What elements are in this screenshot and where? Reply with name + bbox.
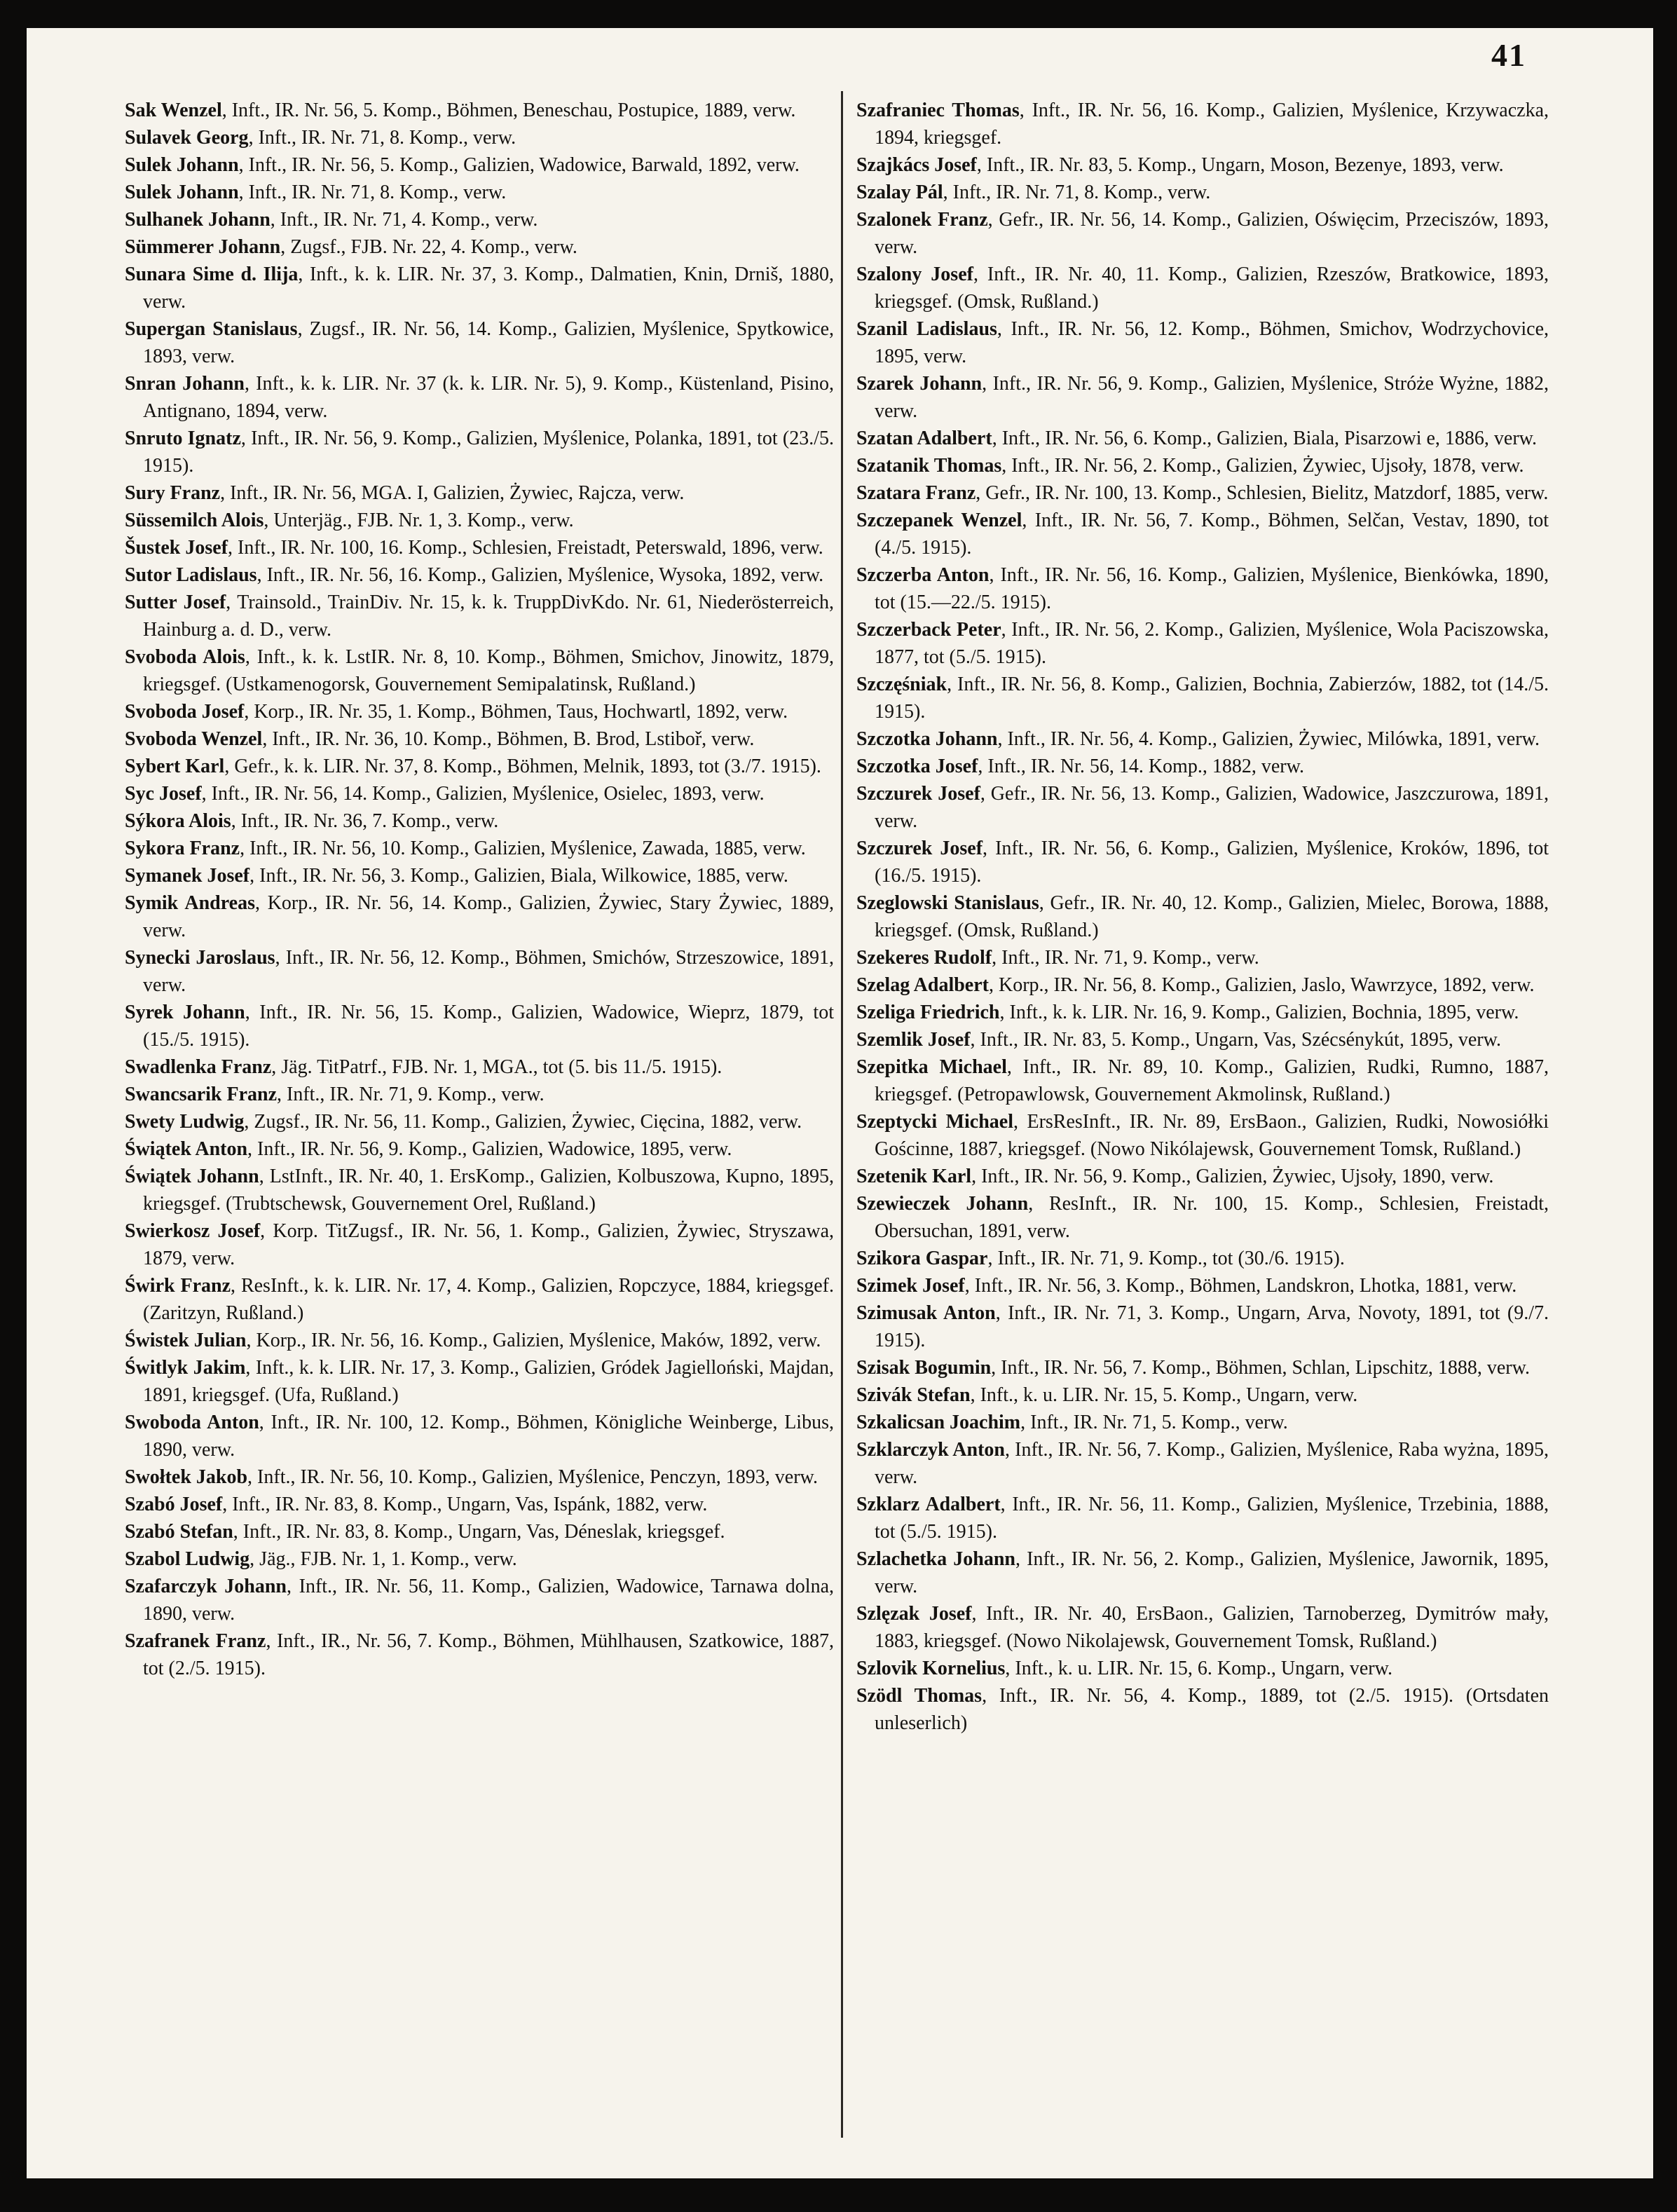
casualty-entry [125, 1135, 834, 1163]
entry-name: Sümmerer Johann [125, 236, 281, 258]
entry-name: Szatara Franz [856, 482, 976, 504]
entry-name: Szewieczek Johann [856, 1193, 1029, 1215]
entry-details: , Trainsold., TrainDiv. Nr. 15, k. k. TruppDivKdo. Nr. 61, Niederösterreich, Hainburg a. d. D., verw. [143, 592, 834, 641]
entry-details: , Inft., k. k. LIR. Nr. 17, 3. Komp., Galizien, Gródek Jagielloński, Majdan, 1891, kriegsgef. (Ufa, Rußland.) [143, 1357, 834, 1406]
casualty-entry [125, 1272, 834, 1327]
casualty-entry [856, 780, 1549, 835]
entry-details: , LstInft., IR. Nr. 40, 1. ErsKomp., Galizien, Kolbuszowa, Kupno, 1895, kriegsgef. (Trubtschewsk, Gouvernement Orel, Rußland.) [143, 1166, 834, 1215]
entry-name: Sutter Josef [125, 592, 226, 613]
casualty-entry [125, 780, 834, 807]
entry-details: , Gefr., IR. Nr. 56, 13. Komp., Galizien, Wadowice, Jaszczurowa, 1891, verw. [875, 783, 1549, 832]
entry-details: , Inft., IR. Nr. 56, 4. Komp., Galizien, Żywiec, Milówka, 1891, verw. [997, 728, 1540, 750]
entry-name: Szimek Josef [856, 1275, 965, 1297]
casualty-entry [856, 1600, 1549, 1655]
entry-name: Swancsarik Franz [125, 1084, 277, 1105]
casualty-entry [856, 1163, 1549, 1190]
entry-details: , Inft., k. u. LIR. Nr. 15, 5. Komp., Ungarn, verw. [970, 1384, 1358, 1406]
entry-details: , Inft., IR. Nr. 83, 8. Komp., Ungarn, Vas, Ispánk, 1882, verw. [222, 1494, 708, 1515]
casualty-entry [125, 479, 834, 507]
entry-name: Szklarz Adalbert [856, 1494, 1001, 1515]
casualty-entry [856, 561, 1549, 616]
entry-name: Szödl Thomas [856, 1685, 983, 1707]
casualty-entry [125, 1573, 834, 1627]
entry-name: Szekeres Rudolf [856, 947, 992, 969]
entry-name: Świątek Anton [125, 1138, 248, 1160]
entry-details: , Zugsf., IR. Nr. 56, 14. Komp., Galizien, Myślenice, Spytkowice, 1893, verw. [143, 318, 834, 367]
casualty-entry [125, 315, 834, 370]
casualty-entry [125, 1327, 834, 1354]
left-column [125, 97, 834, 1682]
casualty-entry [856, 1026, 1549, 1053]
entry-name: Svoboda Josef [125, 701, 245, 723]
entry-details: , Inft., IR. Nr. 56, 5. Komp., Galizien, Wadowice, Barwald, 1892, verw. [238, 154, 800, 176]
casualty-entry [856, 151, 1549, 179]
casualty-entry [856, 753, 1549, 780]
entry-details: , Inft., IR. Nr. 71, 8. Komp., verw. [248, 127, 516, 149]
casualty-entry [125, 862, 834, 889]
entry-details: , Inft., IR. Nr. 100, 16. Komp., Schlesien, Freistadt, Peterswald, 1896, verw. [228, 537, 823, 559]
entry-name: Szanil Ladislaus [856, 318, 997, 340]
entry-details: , Inft., IR. Nr. 36, 7. Komp., verw. [231, 810, 499, 832]
scan-border-bottom [0, 2178, 1677, 2212]
casualty-entry [125, 1163, 834, 1217]
entry-name: Szetenik Karl [856, 1166, 972, 1187]
casualty-entry [125, 698, 834, 725]
entry-name: Szlęzak Josef [856, 1603, 972, 1625]
casualty-entry [125, 1627, 834, 1682]
entry-details: , Unterjäg., FJB. Nr. 1, 3. Komp., verw. [263, 510, 574, 531]
entry-name: Sulavek Georg [125, 127, 249, 149]
entry-name: Sýkora Alois [125, 810, 231, 832]
entry-name: Szafranek Franz [125, 1630, 266, 1652]
entry-name: Szikora Gaspar [856, 1248, 988, 1269]
casualty-entry [125, 534, 834, 561]
entry-name: Synecki Jaroslaus [125, 947, 275, 969]
entry-details: , Inft., IR. Nr. 56, 4. Komp., 1889, tot (2./5. 1915). (Ortsdaten unleserlich) [875, 1685, 1549, 1734]
entry-name: Sulek Johann [125, 182, 239, 203]
entry-name: Szczotka Johann [856, 728, 998, 750]
entry-details: , Inft., IR. Nr. 56, 3. Komp., Böhmen, Landskron, Lhotka, 1881, verw. [964, 1275, 1517, 1297]
entry-details: , Inft., IR. Nr. 100, 12. Komp., Böhmen, Königliche Weinberge, Libus, 1890, verw. [143, 1412, 834, 1461]
entry-details: , Inft., k. k. LIR. Nr. 37 (k. k. LIR. Nr. 5), 9. Komp., Küstenland, Pisino, Antignano, 1894, verw. [143, 373, 834, 422]
casualty-entry [125, 643, 834, 698]
entry-name: Szkalicsan Joachim [856, 1412, 1021, 1433]
casualty-entry [856, 835, 1549, 889]
entry-name: Szafraniec Thomas [856, 100, 1020, 121]
entry-name: Snran Johann [125, 373, 245, 395]
entry-details: , Korp. TitZugsf., IR. Nr. 56, 1. Komp., Galizien, Żywiec, Stryszawa, 1879, verw. [143, 1220, 834, 1269]
entry-details: , Inft., IR. Nr. 56, 3. Komp., Galizien, Biala, Wilkowice, 1885, verw. [249, 865, 788, 887]
entry-details: , Inft., k. k. LIR. Nr. 37, 3. Komp., Dalmatien, Knin, Drniš, 1880, verw. [143, 264, 834, 313]
entry-name: Svoboda Alois [125, 646, 245, 668]
entry-name: Szabó Josef [125, 1494, 223, 1515]
entry-name: Szabol Ludwig [125, 1548, 250, 1570]
entry-name: Snruto Ignatz [125, 428, 241, 449]
entry-name: Swierkosz Josef [125, 1220, 261, 1242]
casualty-entry [856, 452, 1549, 479]
casualty-entry [125, 589, 834, 643]
entry-name: Swadlenka Franz [125, 1056, 272, 1078]
casualty-entry [125, 1108, 834, 1135]
entry-name: Szczerback Peter [856, 619, 1001, 641]
entry-details: , ResInft., k. k. LIR. Nr. 17, 4. Komp., Galizien, Ropczyce, 1884, kriegsgef. (Zaritzyn, Rußland.) [143, 1275, 834, 1324]
entry-name: Szczęśniak [856, 674, 947, 695]
casualty-entry [856, 671, 1549, 725]
casualty-entry [856, 971, 1549, 999]
casualty-entry [125, 261, 834, 315]
entry-details: , Inft., IR. Nr. 56, 6. Komp., Galizien, Biala, Pisarzowi e, 1886, verw. [992, 428, 1538, 449]
entry-name: Süssemilch Alois [125, 510, 264, 531]
casualty-entry [125, 1518, 834, 1545]
scan-border-top [0, 0, 1677, 28]
casualty-entry [125, 944, 834, 999]
casualty-entry [125, 1409, 834, 1463]
right-column [856, 97, 1549, 1737]
entry-details: , Inft., IR. Nr. 71, 3. Komp., Ungarn, Arva, Novoty, 1891, tot (9./7. 1915). [875, 1302, 1549, 1351]
casualty-entry [856, 616, 1549, 671]
entry-details: , Inft., IR. Nr. 56, 5. Komp., Böhmen, Beneschau, Postupice, 1889, verw. [221, 100, 796, 121]
entry-details: , Jäg., FJB. Nr. 1, 1. Komp., verw. [249, 1548, 517, 1570]
entry-details: , Inft., IR. Nr. 56, 14. Komp., 1882, verw. [978, 756, 1304, 777]
entry-details: , Inft., IR. Nr. 56, 16. Komp., Galizien, Myślenice, Bienkówka, 1890, tot (15.—22./5. 1915). [875, 564, 1549, 613]
casualty-entry [856, 1190, 1549, 1245]
entry-details: , Inft., IR. Nr. 56, 7. Komp., Böhmen, Selčan, Vestav, 1890, tot (4./5. 1915). [875, 510, 1549, 559]
casualty-entry [125, 1463, 834, 1491]
casualty-entry [125, 1545, 834, 1573]
entry-details: , Inft., IR. Nr. 56, 16. Komp., Galizien, Myślenice, Krzywaczka, 1894, kriegsgef. [875, 100, 1549, 149]
entry-name: Szelag Adalbert [856, 974, 989, 996]
entry-details: , Inft., IR. Nr. 56, 11. Komp., Galizien, Myślenice, Trzebinia, 1888, tot (5./5. 1915). [875, 1494, 1549, 1543]
entry-name: Szajkács Josef [856, 154, 977, 176]
entry-name: Sulhanek Johann [125, 209, 271, 231]
casualty-entry [856, 999, 1549, 1026]
entry-name: Szczotka Josef [856, 756, 978, 777]
entry-name: Sybert Karl [125, 756, 225, 777]
entry-details: , Inft., IR. Nr. 56, 9. Komp., Galizien, Myślenice, Polanka, 1891, tot (23./5. 1915). [143, 428, 834, 477]
entry-name: Symanek Josef [125, 865, 250, 887]
entry-name: Swoboda Anton [125, 1412, 259, 1433]
entry-name: Sak Wenzel [125, 100, 222, 121]
casualty-entry [856, 97, 1549, 151]
casualty-entry [856, 1299, 1549, 1354]
entry-name: Szalay Pál [856, 182, 943, 203]
entry-details: , Inft., IR. Nr. 71, 8. Komp., verw. [238, 182, 507, 203]
entry-name: Szabó Stefan [125, 1521, 233, 1543]
casualty-entry [856, 944, 1549, 971]
entry-details: , Inft., k. k. LstIR. Nr. 8, 10. Komp., Böhmen, Smichov, Jinowitz, 1879, kriegsgef. (Ustkamenogorsk, Gouvernement Semipalatinsk, Rußland.) [143, 646, 834, 695]
entry-details: , Inft., IR. Nr. 56, 2. Komp., Galizien, Myślenice, Jawornik, 1895, verw. [875, 1548, 1549, 1597]
entry-name: Syrek Johann [125, 1002, 245, 1023]
casualty-entry [125, 725, 834, 753]
entry-name: Šustek Josef [125, 537, 228, 559]
entry-details: , Inft., IR. Nr. 40, ErsBaon., Galizien, Tarnoberzeg, Dymitrów mały, 1883, kriegsgef. (Nowo Nikolajewsk, Gouvernement Tomsk, Rußland.) [875, 1603, 1549, 1652]
casualty-entry [856, 889, 1549, 944]
entry-details: , Korp., IR. Nr. 56, 16. Komp., Galizien, Myślenice, Maków, 1892, verw. [246, 1330, 821, 1351]
entry-details: , Inft., IR. Nr. 40, 11. Komp., Galizien, Rzeszów, Bratkowice, 1893, kriegsgef. (Omsk, Rußland.) [875, 264, 1549, 313]
entry-details: , Inft., IR., Nr. 56, 7. Komp., Böhmen, Mühlhausen, Szatkowice, 1887, tot (2./5. 1915). [143, 1630, 834, 1679]
entry-name: Szeptycki Michael [856, 1111, 1013, 1133]
entry-details: , Inft., IR. Nr. 56, 9. Komp., Galizien, Myślenice, Stróże Wyżne, 1882, verw. [875, 373, 1549, 422]
entry-details: , Korp., IR. Nr. 56, 8. Komp., Galizien, Jaslo, Wawrzyce, 1892, verw. [989, 974, 1535, 996]
entry-name: Świrk Franz [125, 1275, 231, 1297]
entry-name: Sykora Franz [125, 838, 240, 859]
casualty-entry [856, 1545, 1549, 1600]
entry-name: Szarek Johann [856, 373, 983, 395]
entry-details: , Korp., IR. Nr. 56, 14. Komp., Galizien, Żywiec, Stary Żywiec, 1889, verw. [143, 892, 834, 941]
entry-name: Szlovik Kornelius [856, 1658, 1006, 1679]
casualty-entry [125, 1217, 834, 1272]
entry-name: Szeglowski Stanislaus [856, 892, 1039, 914]
casualty-entry [856, 1108, 1549, 1163]
entry-name: Świtlyk Jakim [125, 1357, 246, 1379]
casualty-entry [125, 1081, 834, 1108]
casualty-entry [856, 1682, 1549, 1737]
casualty-entry [856, 1053, 1549, 1108]
entry-name: Szepitka Michael [856, 1056, 1007, 1078]
casualty-entry [125, 561, 834, 589]
entry-name: Świątek Johann [125, 1166, 259, 1187]
entry-name: Szisak Bogumin [856, 1357, 992, 1379]
entry-details: , Gefr., IR. Nr. 40, 12. Komp., Galizien, Mielec, Borowa, 1888, kriegsgef. (Omsk, Rußland.) [875, 892, 1549, 941]
entry-details: , Inft., k. k. LIR. Nr. 16, 9. Komp., Galizien, Bochnia, 1895, verw. [999, 1002, 1519, 1023]
entry-details: , Inft., IR. Nr. 56, 6. Komp., Galizien, Myślenice, Kroków, 1896, tot (16./5. 1915). [875, 838, 1549, 887]
entry-details: , Inft., IR. Nr. 56, 8. Komp., Galizien, Bochnia, Zabierzów, 1882, tot (14./5. 1915). [875, 674, 1549, 723]
casualty-entry [856, 1436, 1549, 1491]
page-number: 41 [1491, 37, 1526, 73]
entry-name: Szemlik Josef [856, 1029, 971, 1051]
casualty-entry [125, 206, 834, 233]
entry-name: Syc Josef [125, 783, 202, 805]
entry-details: , Inft., IR. Nr. 71, 9. Komp., verw. [992, 947, 1259, 969]
casualty-entry [125, 233, 834, 261]
entry-details: , Zugsf., IR. Nr. 56, 11. Komp., Galizien, Żywiec, Cięcina, 1882, verw. [244, 1111, 802, 1133]
entry-name: Szafarczyk Johann [125, 1576, 287, 1597]
casualty-entry [125, 1491, 834, 1518]
casualty-entry [125, 835, 834, 862]
entry-details: , Inft., IR. Nr. 56, 2. Komp., Galizien, Żywiec, Ujsoły, 1878, verw. [1001, 455, 1524, 477]
casualty-entry [856, 507, 1549, 561]
casualty-entry [856, 1245, 1549, 1272]
casualty-entry [856, 1272, 1549, 1299]
casualty-entry [856, 425, 1549, 452]
entry-details: , Jäg. TitPatrf., FJB. Nr. 1, MGA., tot (5. bis 11./5. 1915). [271, 1056, 723, 1078]
entry-details: , Korp., IR. Nr. 35, 1. Komp., Böhmen, Taus, Hochwartl, 1892, verw. [244, 701, 788, 723]
entry-details: , Inft., k. u. LIR. Nr. 15, 6. Komp., Ungarn, verw. [1005, 1658, 1393, 1679]
entry-name: Supergan Stanislaus [125, 318, 298, 340]
entry-name: Szczerba Anton [856, 564, 990, 586]
casualty-entry [125, 999, 834, 1053]
entry-details: , Inft., IR. Nr. 56, MGA. I, Galizien, Żywiec, Rajcza, verw. [220, 482, 685, 504]
casualty-entry [125, 97, 834, 124]
casualty-entry [856, 479, 1549, 507]
casualty-entry [125, 1053, 834, 1081]
entry-name: Sulek Johann [125, 154, 239, 176]
casualty-entry [125, 124, 834, 151]
scan-border-left [0, 0, 27, 2212]
entry-details: , Inft., IR. Nr. 56, 10. Komp., Galizien, Myślenice, Penczyn, 1893, verw. [247, 1466, 818, 1488]
entry-details: , Inft., IR. Nr. 36, 10. Komp., Böhmen, B. Brod, Lstiboř, verw. [262, 728, 755, 750]
entry-details: , Inft., IR. Nr. 83, 5. Komp., Ungarn, Vas, Szécsénykút, 1895, verw. [970, 1029, 1501, 1051]
entry-details: , Inft., IR. Nr. 71, 8. Komp., verw. [943, 182, 1211, 203]
entry-details: , Inft., IR. Nr. 71, 9. Komp., tot (30./6. 1915). [987, 1248, 1345, 1269]
casualty-entry [125, 151, 834, 179]
entry-details: , Inft., IR. Nr. 83, 8. Komp., Ungarn, Vas, Déneslak, kriegsgef. [233, 1521, 725, 1543]
casualty-entry [125, 889, 834, 944]
casualty-entry [125, 425, 834, 479]
entry-details: , Inft., IR. Nr. 56, 9. Komp., Galizien, Wadowice, 1895, verw. [247, 1138, 732, 1160]
entry-details: , Gefr., IR. Nr. 56, 14. Komp., Galizien, Oświęcim, Przeciszów, 1893, verw. [875, 209, 1549, 258]
entry-name: Szczepanek Wenzel [856, 510, 1022, 531]
entry-details: , Inft., IR. Nr. 56, 16. Komp., Galizien, Myślenice, Wysoka, 1892, verw. [256, 564, 824, 586]
casualty-entry [125, 753, 834, 780]
casualty-entry [856, 725, 1549, 753]
entry-name: Szatanik Thomas [856, 455, 1002, 477]
casualty-entry [856, 315, 1549, 370]
entry-details: , Inft., IR. Nr. 56, 11. Komp., Galizien, Wadowice, Tarnawa dolna, 1890, verw. [143, 1576, 835, 1625]
casualty-entry [125, 179, 834, 206]
casualty-entry [856, 179, 1549, 206]
casualty-entry [125, 807, 834, 835]
casualty-entry [856, 1409, 1549, 1436]
entry-name: Symik Andreas [125, 892, 256, 914]
casualty-entry [856, 1381, 1549, 1409]
entry-name: Szimusak Anton [856, 1302, 996, 1324]
entry-details: , Inft., IR. Nr. 56, 9. Komp., Galizien, Żywiec, Ujsoły, 1890, verw. [971, 1166, 1494, 1187]
entry-details: , Inft., IR. Nr. 56, 15. Komp., Galizien, Wadowice, Wieprz, 1879, tot (15./5. 1915). [143, 1002, 834, 1051]
casualty-entry [125, 507, 834, 534]
entry-details: , Inft., IR. Nr. 71, 9. Komp., verw. [277, 1084, 545, 1105]
entry-name: Szczurek Josef [856, 838, 983, 859]
entry-name: Sunara Sime d. Ilija [125, 264, 299, 285]
entry-details: , ErsResInft., IR. Nr. 89, ErsBaon., Galizien, Rudki, Nowosiółki Gościnne, 1887, kriegsgef. (Nowo Nikólajewsk, Gouvernement Tomsk, Rußland.) [875, 1111, 1549, 1160]
entry-name: Szczurek Josef [856, 783, 980, 805]
casualty-entry [125, 1354, 834, 1409]
entry-details: , Inft., IR. Nr. 89, 10. Komp., Galizien, Rudki, Rumno, 1887, kriegsgef. (Petropawlowsk, Gouvernement Akmolinsk, Rußland.) [875, 1056, 1549, 1105]
entry-details: , Inft., IR. Nr. 83, 5. Komp., Ungarn, Moson, Bezenye, 1893, verw. [976, 154, 1504, 176]
casualty-entry [856, 1655, 1549, 1682]
entry-details: , Inft., IR. Nr. 56, 14. Komp., Galizien, Myślenice, Osielec, 1893, verw. [201, 783, 765, 805]
entry-details: , Zugsf., FJB. Nr. 22, 4. Komp., verw. [280, 236, 577, 258]
entry-details: , Inft., IR. Nr. 71, 5. Komp., verw. [1020, 1412, 1288, 1433]
entry-name: Świstek Julian [125, 1330, 247, 1351]
entry-name: Szeliga Friedrich [856, 1002, 1000, 1023]
entry-name: Swołtek Jakob [125, 1466, 248, 1488]
casualty-entry [125, 370, 834, 425]
entry-name: Sutor Ladislaus [125, 564, 257, 586]
entry-details: , Inft., IR. Nr. 56, 2. Komp., Galizien, Myślenice, Wola Paciszowska, 1877, tot (5./5. 1915). [875, 619, 1549, 668]
entry-name: Szalonek Franz [856, 209, 988, 231]
entry-name: Svoboda Wenzel [125, 728, 263, 750]
entry-details: , Inft., IR. Nr. 56, 12. Komp., Böhmen, Smichów, Strzeszowice, 1891, verw. [143, 947, 835, 996]
entry-name: Sury Franz [125, 482, 221, 504]
casualty-entry [856, 261, 1549, 315]
entry-details: , Inft., IR. Nr. 71, 4. Komp., verw. [270, 209, 538, 231]
entry-name: Szklarczyk Anton [856, 1439, 1005, 1461]
entry-details: , Gefr., IR. Nr. 100, 13. Komp., Schlesien, Bielitz, Matzdorf, 1885, verw. [976, 482, 1549, 504]
scan-border-right [1653, 0, 1677, 2212]
entry-details: , Inft., IR. Nr. 56, 12. Komp., Böhmen, Smichov, Wodrzychovice, 1895, verw. [875, 318, 1549, 367]
entry-name: Swety Ludwig [125, 1111, 245, 1133]
entry-details: , Inft., IR. Nr. 56, 7. Komp., Galizien, Myślenice, Raba wyżna, 1895, verw. [875, 1439, 1549, 1488]
entry-name: Szatan Adalbert [856, 428, 992, 449]
casualty-entry [856, 370, 1549, 425]
casualty-entry [856, 1491, 1549, 1545]
entry-details: , ResInft., IR. Nr. 100, 15. Komp., Schlesien, Freistadt, Obersuchan, 1891, verw. [875, 1193, 1549, 1242]
entry-name: Szalony Josef [856, 264, 973, 285]
entry-details: , Inft., IR. Nr. 56, 7. Komp., Böhmen, Schlan, Lipschitz, 1888, verw. [991, 1357, 1531, 1379]
column-divider [841, 91, 843, 2138]
entry-details: , Gefr., k. k. LIR. Nr. 37, 8. Komp., Böhmen, Melnik, 1893, tot (3./7. 1915). [224, 756, 821, 777]
entry-details: , Inft., IR. Nr. 56, 10. Komp., Galizien, Myślenice, Zawada, 1885, verw. [240, 838, 806, 859]
casualty-entry [856, 206, 1549, 261]
casualty-entry [856, 1354, 1549, 1381]
entry-name: Szivák Stefan [856, 1384, 971, 1406]
entry-name: Szlachetka Johann [856, 1548, 1015, 1570]
